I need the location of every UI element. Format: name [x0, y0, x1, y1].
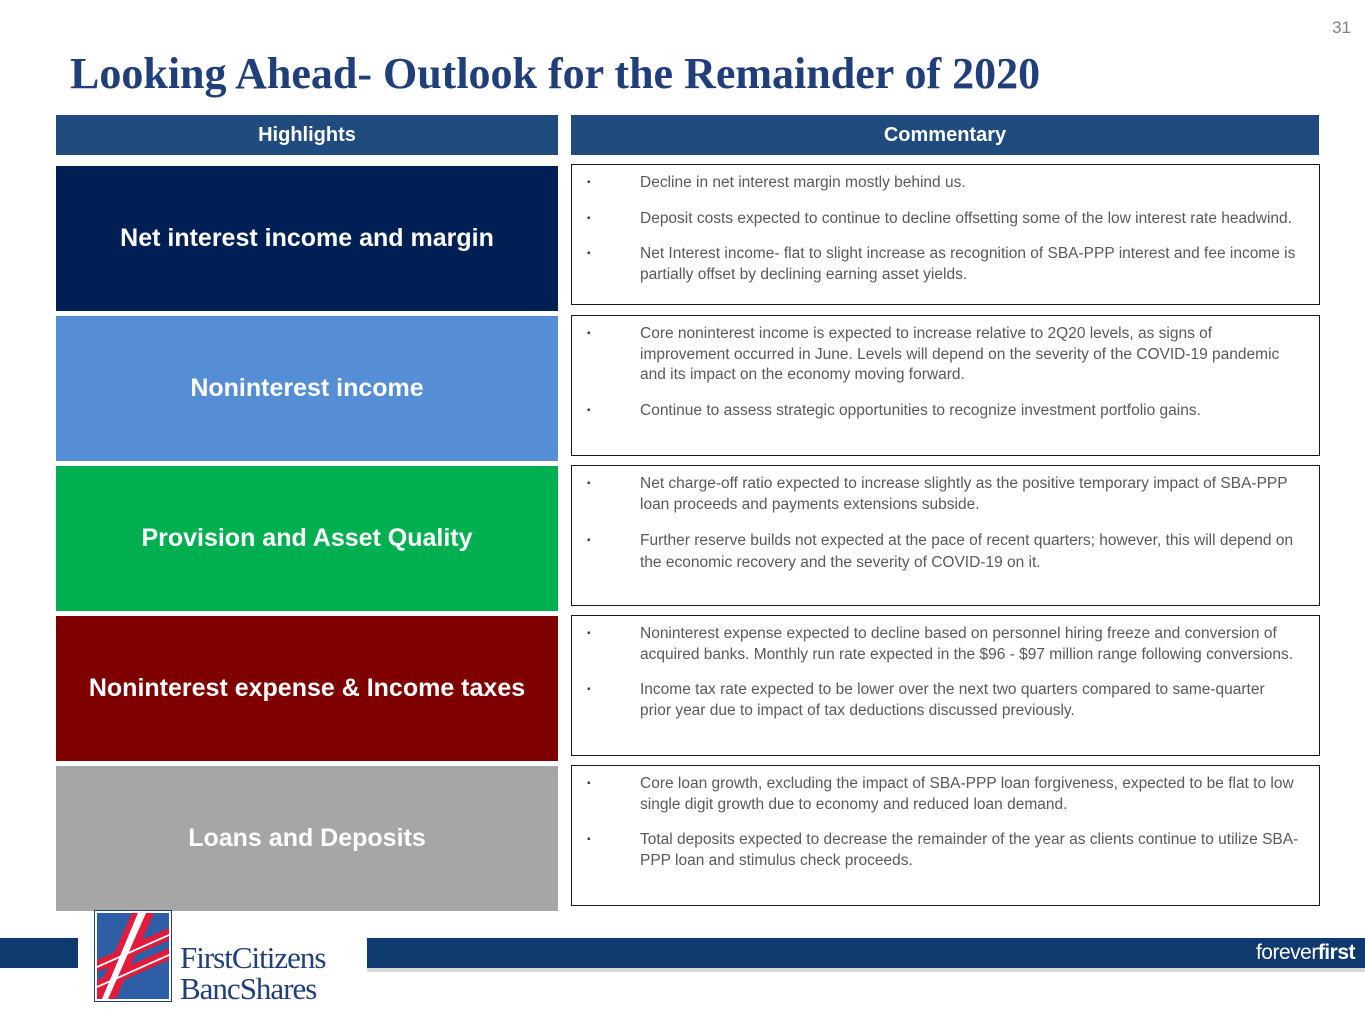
list-item: ▪ Net charge-off ratio expected to increase slightly as the positive temporary impact of SBA-PPP loan proceeds and payments extensions subside. [587, 475, 1288, 513]
bullet-icon: ▪ [587, 684, 591, 695]
commentary-header: Commentary [571, 115, 1319, 155]
highlight-noninterest-income [56, 316, 558, 461]
bullet-icon: ▪ [587, 628, 591, 639]
highlight-provision [56, 466, 558, 611]
list-item: ▪ Net Interest income- flat to slight increase as recognition of SBA-PPP interest and fee income is partially offset by declining earning asset yields. [587, 245, 1296, 283]
footer-bar-left [0, 938, 78, 968]
list-item: ▪ Continue to assess strategic opportunities to recognize investment portfolio gains. [572, 401, 1299, 422]
bullet-icon: ▪ [587, 778, 591, 789]
list-item: ▪ Income tax rate expected to be lower over the next two quarters compared to same-quarter prior year due to impact of tax deductions discussed previously. [587, 681, 1265, 719]
logo-line-1: FirstCitizens [180, 940, 326, 975]
highlight-loans-deposits [56, 766, 558, 911]
first-citizens-logo-icon [94, 910, 172, 1002]
list-item: ▪ Noninterest expense expected to decline based on personnel hiring freeze and conversion of acquired banks. Monthly run rate expected in the $96 - $97 million range following conversions. [587, 625, 1294, 663]
bullet-icon: ▪ [587, 248, 591, 259]
company-logo-text [180, 942, 325, 1004]
commentary-net-interest [571, 164, 1320, 305]
page-title: Looking Ahead- Outlook for the Remainder of 2020 [70, 49, 1041, 98]
bullet-icon: ▪ [587, 404, 591, 416]
highlights-header: Highlights [56, 115, 558, 155]
bullet-icon: ▪ [587, 212, 591, 224]
commentary-loans-deposits [571, 765, 1320, 906]
highlight-label: Loans and Deposits [188, 824, 426, 852]
list-item: ▪ Decline in net interest margin mostly behind us. [572, 173, 1299, 194]
list-item: ▪ Core loan growth, excluding the impact of SBA-PPP loan forgiveness, expected to be flat to low single digit growth due to economy and reduced loan demand. [587, 775, 1294, 813]
highlight-label: Provision and Asset Quality [141, 524, 473, 552]
commentary-noninterest-expense [571, 615, 1320, 756]
footer-shadow [367, 968, 1365, 972]
bullet-icon: ▪ [587, 328, 591, 339]
logo-line-2: BancShares [180, 971, 317, 1006]
bullet-icon: ▪ [587, 834, 591, 845]
tagline-bold: first [1317, 941, 1355, 964]
footer-bar [367, 938, 1365, 968]
list-item: ▪ Deposit costs expected to continue to decline offsetting some of the low interest rate headwind. [572, 209, 1299, 230]
highlight-label: Net interest income and margin [120, 224, 494, 252]
list-item: ▪ Further reserve builds not expected at the pace of recent quarters; however, this will depend on the economic recovery and the severity of COVID-19 on it. [587, 532, 1294, 571]
highlight-noninterest-expense [56, 616, 558, 761]
tagline [1256, 941, 1355, 965]
list-item: ▪ Core noninterest income is expected to increase relative to 2Q20 levels, as signs of improvement occurred in June. Levels will depend on the severity of the COVID-19 pandemic and its impact on the economy moving forward. [587, 325, 1280, 383]
bullet-icon: ▪ [587, 535, 591, 546]
commentary-noninterest-income [571, 315, 1320, 456]
list-item: ▪ Total deposits expected to decrease the remainder of the year as clients continue to utilize SBA-PPP loan and stimulus check proceeds. [587, 831, 1299, 869]
highlight-net-interest [56, 166, 558, 311]
highlight-label: Noninterest income [190, 374, 424, 402]
highlight-label: Noninterest expense & Income taxes [88, 674, 526, 702]
bullet-icon: ▪ [587, 478, 591, 489]
tagline-regular: forever [1255, 941, 1318, 964]
commentary-provision [571, 465, 1320, 606]
bullet-icon: ▪ [587, 177, 591, 188]
page-number: 31 [1332, 18, 1351, 37]
